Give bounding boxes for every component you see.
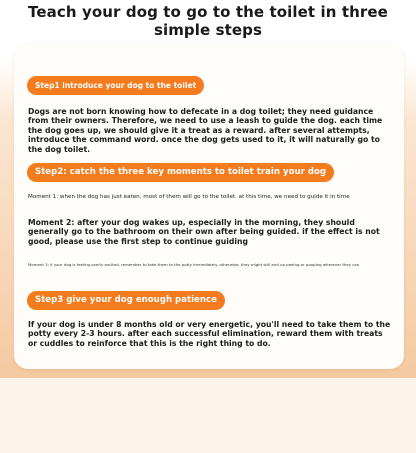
page-title: Teach your dog to go to the toilet in three simple steps bbox=[28, 3, 388, 39]
step1-text: Dogs are not born knowing how to defecate in a dog toilet; they need guidance from their owners. Therefore, we need to use a leash to guide the dog. each time the dog goes up, we should give it a treat as a reward. after several attempts, introduce the command word. once the dog gets used to it, it will naturally go to the dog toilet. bbox=[28, 107, 383, 154]
instruction-card bbox=[14, 44, 404, 369]
step2-moment2: Moment 2: after your dog wakes up, especially in the morning, they should generally go to the bathroom on their own after being guided. if the effect is not good, please use the first step to continue guiding bbox=[28, 218, 380, 246]
step2-moment1: Moment 1: when the dog has just eaten, most of them will go to the toilet. at this time, we need to guide it in time bbox=[28, 194, 350, 200]
step2-moment3: Moment 3: if your dog is feeling overly excited, remember to take them to the potty immediately. otherwise, they might still end up peeing or pooping wherever they can bbox=[28, 263, 360, 267]
step2-badge: Step2: catch the three key moments to toilet train your dog bbox=[27, 163, 334, 182]
step3-badge: Step3 give your dog enough patience bbox=[27, 291, 225, 310]
step3-text: If your dog is under 8 months old or very energetic, you'll need to take them to the potty every 2-3 hours. after each successful elimination, reward them with treats or cuddles to reinforce that this is the right thing to do. bbox=[28, 320, 391, 348]
bottom-band bbox=[0, 378, 416, 453]
step1-badge: Step1 introduce your dog to the toilet bbox=[27, 76, 204, 95]
